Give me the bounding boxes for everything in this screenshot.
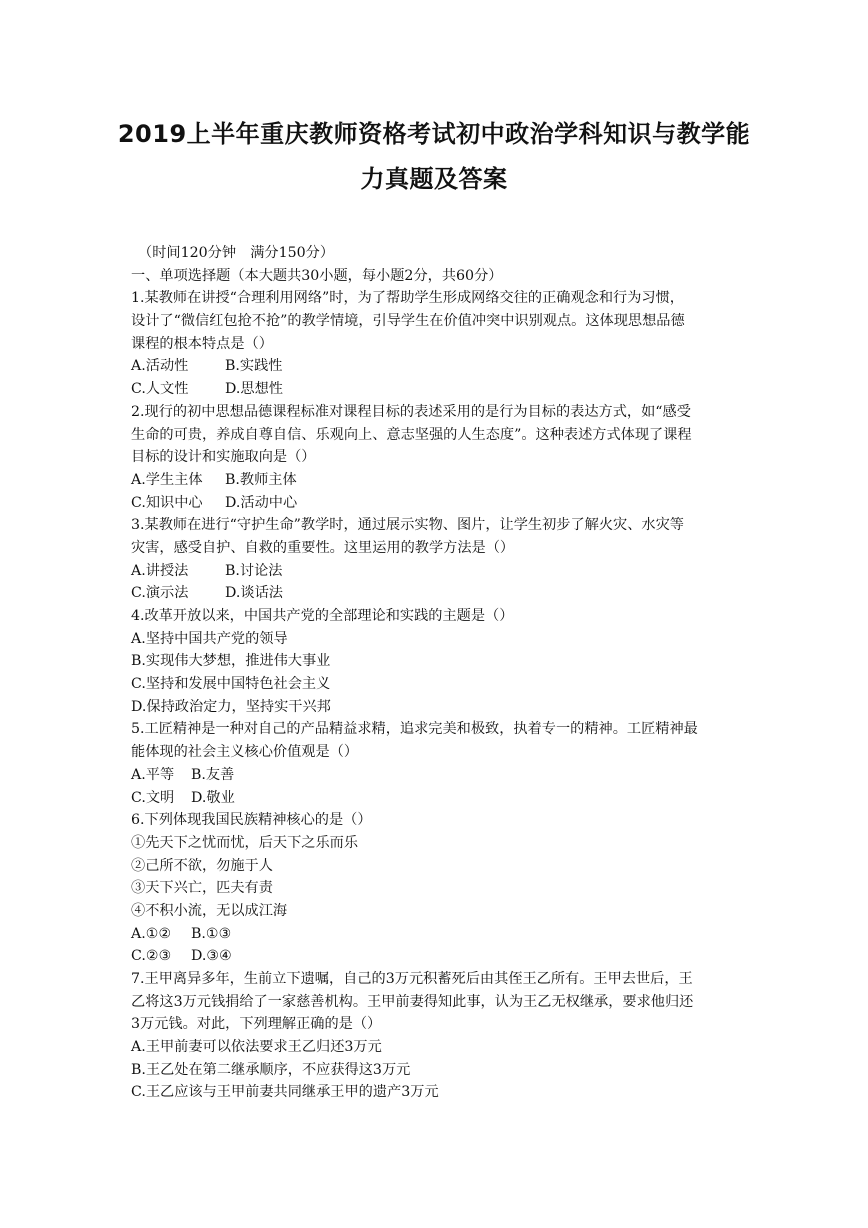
option-c: C.王乙应该与王甲前妻共同继承王甲的遗产3万元 — [131, 1084, 439, 1101]
question-text-line: 3.某教师在进行“守护生命”教学时，通过展示实物、图片，让学生初步了解火灾、水灾等 — [131, 517, 684, 534]
option-d: D.思想性 — [225, 381, 283, 398]
question-text-line: 设计了“微信红包抢不抢”的教学情境，引导学生在价值冲突中识别观点。这体现思想品德 — [131, 313, 685, 330]
option-b: B.实现伟大梦想，推进伟大事业 — [131, 653, 331, 670]
question-6 — [131, 809, 741, 968]
option-b: B.王乙处在第二继承顺序，不应获得这3万元 — [131, 1061, 411, 1078]
option-a: A.王甲前妻可以依法要求王乙归还3万元 — [131, 1039, 382, 1056]
options-row — [131, 945, 741, 968]
option-b: B.讨论法 — [225, 562, 283, 579]
question-text-line: 6.下列体现我国民族精神核心的是（） — [131, 812, 372, 829]
question-text-line: 1.某教师在讲授“合理利用网络”时，为了帮助学生形成网络交往的正确观念和行为习惯， — [131, 290, 684, 307]
statement-4: ④不积小流，无以成江海 — [131, 902, 288, 919]
question-text-line: 灾害，感受自护、自救的重要性。这里运用的教学方法是（） — [131, 539, 515, 556]
option-c: C.②③ — [131, 948, 172, 965]
question-text-line: 7.王甲离异多年，生前立下遗嘱，自己的3万元积蓄死后由其侄王乙所有。王甲去世后，王 — [131, 971, 693, 987]
statement-3: ③天下兴亡，匹夫有责 — [131, 880, 273, 897]
question-text-line: 乙将这3万元钱捐给了一家慈善机构。王甲前妻得知此事，认为王乙无权继承，要求他归还 — [131, 993, 694, 1010]
option-c: C.人文性 — [131, 381, 189, 398]
option-a: A.平等 — [131, 766, 175, 783]
option-d: D.保持政治定力，坚持实干兴邦 — [131, 698, 331, 715]
question-text-line: 生命的可贵，养成自尊自信、乐观向上、意志坚强的人生态度”。这种表述方式体现了课程 — [131, 426, 692, 443]
options-row — [131, 923, 741, 946]
options-row — [131, 560, 741, 583]
question-5 — [131, 718, 741, 809]
document-title-line-2: 力真题及答案 — [360, 165, 508, 193]
option-a: A.活动性 — [131, 358, 189, 375]
option-d: D.敬业 — [191, 789, 235, 806]
options-row — [131, 378, 741, 401]
question-text-line: 4.改革开放以来，中国共产党的全部理论和实践的主题是（） — [131, 608, 514, 624]
option-c: C.坚持和发展中国特色社会主义 — [131, 676, 331, 693]
statement-1: ①先天下之忧而忧，后天下之乐而乐 — [131, 834, 359, 851]
question-3 — [131, 514, 741, 605]
option-b: B.实践性 — [225, 358, 283, 375]
option-a: A.坚持中国共产党的领导 — [131, 630, 288, 647]
question-2 — [131, 401, 741, 514]
question-text-line: 3万元钱。对此，下列理解正确的是（） — [131, 1016, 382, 1033]
option-c: C.文明 — [131, 789, 175, 806]
question-text-line: 2.现行的初中思想品德课程标准对课程目标的表述采用的是行为目标的表达方式，如“感受 — [131, 403, 691, 420]
options-row — [131, 582, 741, 605]
options-row — [131, 492, 741, 515]
section-heading: 一、单项选择题（本大题共30小题，每小题2分，共60分） — [131, 267, 503, 284]
option-d: D.③④ — [191, 948, 232, 965]
option-d: D.活动中心 — [225, 494, 298, 511]
question-4 — [131, 605, 741, 718]
question-1 — [131, 287, 741, 400]
option-c: C.知识中心 — [131, 494, 203, 511]
option-b: B.教师主体 — [225, 471, 297, 488]
document-body — [131, 242, 741, 1104]
question-text-line: 5.工匠精神是一种对自己的产品精益求精，追求完美和极致，执着专一的精神。工匠精神最 — [131, 721, 698, 738]
question-7 — [131, 968, 741, 1104]
option-a: A.学生主体 — [131, 471, 203, 488]
option-b: B.①③ — [191, 925, 232, 942]
option-a: A.①② — [131, 925, 172, 942]
option-a: A.讲授法 — [131, 562, 189, 579]
options-row — [131, 355, 741, 378]
options-row — [131, 787, 741, 810]
option-d: D.谈话法 — [225, 585, 283, 602]
statement-2: ②己所不欲，勿施于人 — [131, 857, 273, 874]
exam-info: （时间120分钟 满分150分） — [138, 245, 335, 261]
options-row — [131, 469, 741, 492]
question-text-line: 课程的根本特点是（） — [131, 335, 273, 352]
question-text-line: 能体现的社会主义核心价值观是（） — [131, 744, 359, 761]
option-b: B.友善 — [191, 766, 235, 783]
options-row — [131, 764, 741, 787]
option-c: C.演示法 — [131, 585, 189, 602]
document-title-line-1: 2019上半年重庆教师资格考试初中政治学科知识与教学能 — [117, 120, 751, 148]
question-text-line: 目标的设计和实施取向是（） — [131, 449, 316, 466]
